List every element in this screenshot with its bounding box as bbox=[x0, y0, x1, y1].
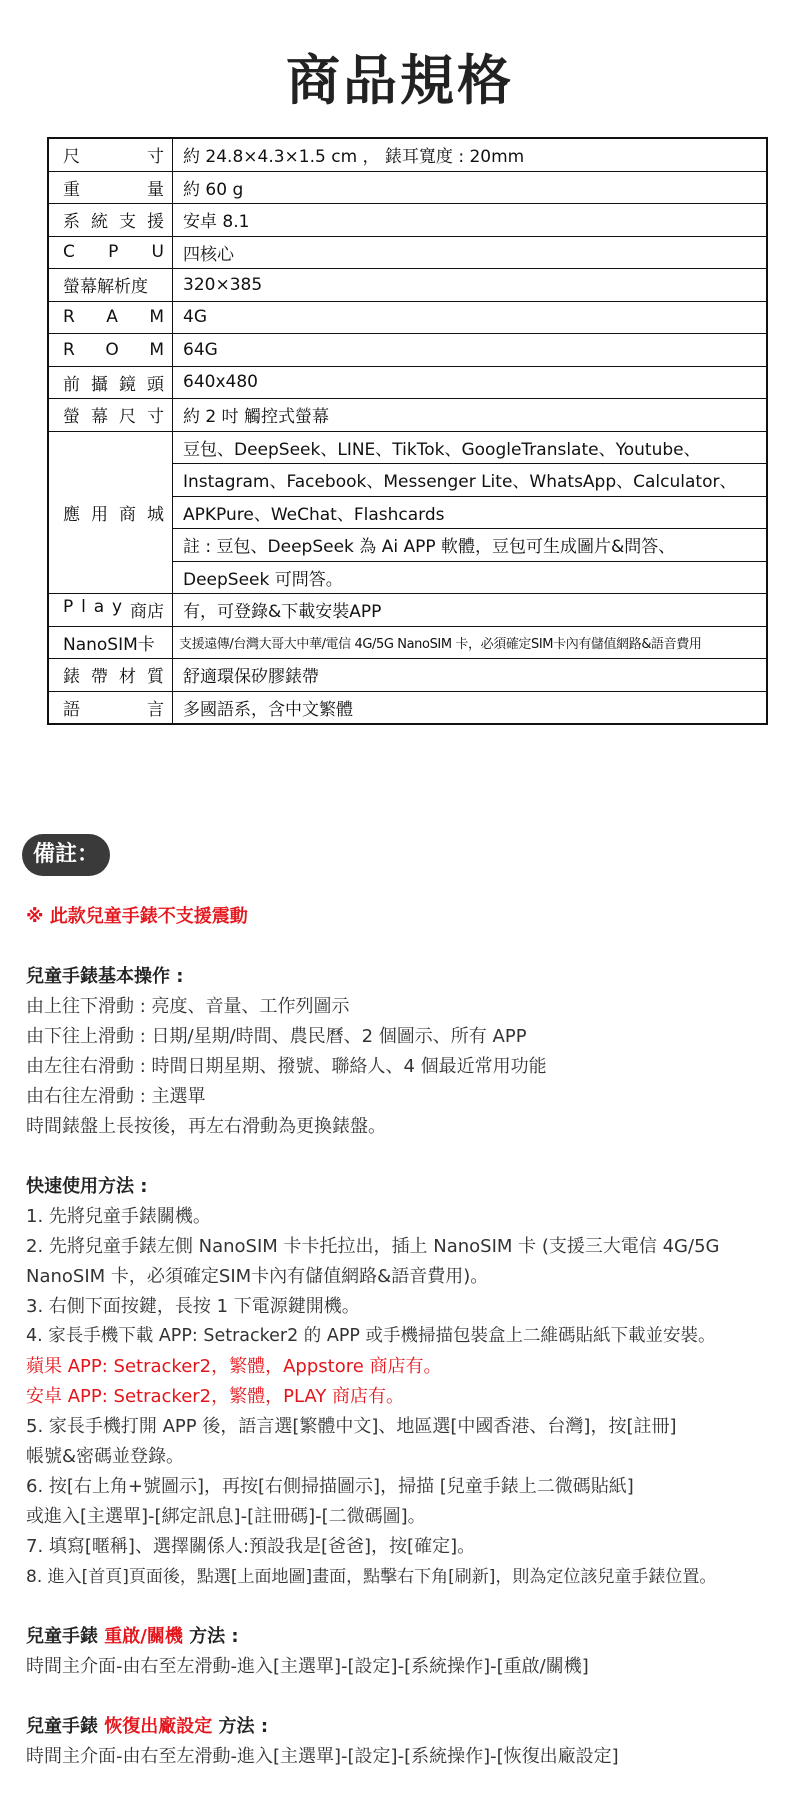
quick-line: 1. 先將兒童手錶關機。 bbox=[26, 1206, 211, 1227]
table-row bbox=[48, 366, 767, 399]
spec-label: 前 攝 鏡 頭 bbox=[48, 366, 173, 399]
reset-heading-pre: 兒童手錶 bbox=[26, 1716, 105, 1737]
spec-label: 應 用 商 城 bbox=[48, 431, 173, 594]
spec-label: 語 言 bbox=[48, 691, 173, 724]
spec-value: 約 2 吋 觸控式螢幕 bbox=[173, 399, 768, 432]
spec-label: 螢幕解析度 bbox=[48, 269, 173, 302]
table-row bbox=[48, 399, 767, 432]
reset-heading-post: 方法 : bbox=[212, 1716, 269, 1737]
spec-value: 64G bbox=[173, 334, 768, 367]
quick-line: 8. 進入[首頁]頁面後，點選[上面地圖]畫面，點擊右下角[刷新]，則為定位該兒童手錶位置。 bbox=[26, 1567, 717, 1587]
restart-heading-post: 方法 : bbox=[182, 1626, 239, 1647]
note-badge: 備註： bbox=[22, 834, 110, 876]
quick-line: NanoSIM 卡，必須確定SIM卡內有儲值網路&語音費用)。 bbox=[26, 1266, 489, 1287]
table-row bbox=[48, 301, 767, 334]
spec-label: R O M bbox=[48, 334, 173, 367]
basic-line: 時間錶盤上長按後，再左右滑動為更換錶盤。 bbox=[26, 1116, 386, 1137]
spec-label: 螢 幕 尺 寸 bbox=[48, 399, 173, 432]
warning-text: ※ 此款兒童手錶不支援震動 bbox=[26, 906, 248, 927]
quick-line: 7. 填寫[暱稱]、選擇關係人:預設我是[爸爸]，按[確定]。 bbox=[26, 1536, 476, 1557]
reset-heading-red: 恢復出廠設定 bbox=[104, 1716, 213, 1737]
page-title: 商品規格 bbox=[286, 49, 514, 112]
spec-label: NanoSIM卡 bbox=[48, 626, 173, 659]
basic-heading: 兒童手錶基本操作 : bbox=[26, 966, 184, 987]
quick-line: 或進入[主選單]-[綁定訊息]-[註冊碼]-[二微碼圖]。 bbox=[26, 1506, 426, 1527]
table-row bbox=[48, 334, 767, 367]
table-row bbox=[48, 236, 767, 269]
quick-line: 6. 按[右上角+號圖示]，再按[右側掃描圖示]，掃描 [兒童手錶上二微碼貼紙] bbox=[26, 1476, 634, 1497]
spec-label: R A M bbox=[48, 301, 173, 334]
quick-line: 4. 家長手機下載 APP: Setracker2 的 APP 或手機掃描包裝盒上二維碼貼紙下載並安裝。 bbox=[26, 1326, 716, 1346]
spec-value: 支援遠傳/台灣大哥大中華/電信 4G/5G NanoSIM 卡，必須確定SIM卡內有儲值網路&語音費用 bbox=[173, 626, 768, 659]
quick-line: 2. 先將兒童手錶左側 NanoSIM 卡卡托拉出，插上 NanoSIM 卡 (支援三大電信 4G/5G bbox=[26, 1236, 720, 1257]
android-app-line: 安卓 APP: Setracker2，繁體，PLAY 商店有。 bbox=[26, 1386, 405, 1407]
table-row bbox=[48, 431, 767, 464]
restart-heading bbox=[26, 1622, 239, 1648]
spec-value: 約 24.8×4.3×1.5 cm ， 錶耳寬度 : 20mm bbox=[173, 138, 768, 171]
app-store-line: 豆包、DeepSeek、LINE、TikTok、GoogleTranslate、Youtube、 bbox=[173, 431, 768, 464]
restart-line: 時間主介面-由右至左滑動-進入[主選單]-[設定]-[系統操作]-[重啟/關機] bbox=[26, 1656, 589, 1677]
spec-value: 640x480 bbox=[173, 366, 768, 399]
app-store-line: Instagram、Facebook、Messenger Lite、WhatsApp、Calculator、 bbox=[173, 464, 768, 497]
app-store-line: 註 : 豆包、DeepSeek 為 Ai APP 軟體，豆包可生成圖片&問答、 bbox=[173, 529, 768, 562]
quick-line: 帳號&密碼並登錄。 bbox=[26, 1446, 185, 1467]
quick-heading: 快速使用方法 : bbox=[26, 1176, 148, 1197]
quick-line: 5. 家長手機打開 APP 後，語言選[繁體中文]、地區選[中國香港、台灣]，按[註冊] bbox=[26, 1416, 677, 1437]
app-store-line: DeepSeek 可問答。 bbox=[173, 561, 768, 594]
table-row bbox=[48, 659, 767, 692]
table-row bbox=[48, 626, 767, 659]
app-store-line: APKPure、WeChat、Flashcards bbox=[173, 496, 768, 529]
table-row bbox=[48, 691, 767, 724]
spec-label: 重 量 bbox=[48, 171, 173, 204]
spec-label: 系 統 支 援 bbox=[48, 204, 173, 237]
spec-value: 320×385 bbox=[173, 269, 768, 302]
spec-label: P l a y 商店 bbox=[48, 594, 173, 627]
spec-value: 有，可登錄&下載安裝APP bbox=[173, 594, 768, 627]
basic-line: 由右往左滑動 : 主選單 bbox=[26, 1086, 206, 1107]
basic-line: 由左往右滑動 : 時間日期星期、撥號、聯絡人、4 個最近常用功能 bbox=[26, 1056, 547, 1077]
basic-line: 由下往上滑動 : 日期/星期/時間、農民曆、2 個圖示、所有 APP bbox=[26, 1026, 527, 1047]
spec-label: C P U bbox=[48, 236, 173, 269]
reset-heading bbox=[26, 1712, 268, 1738]
table-row bbox=[48, 138, 767, 171]
spec-value: 舒適環保矽膠錶帶 bbox=[173, 659, 768, 692]
spec-value: 安卓 8.1 bbox=[173, 204, 768, 237]
apple-app-line: 蘋果 APP: Setracker2，繁體，Appstore 商店有。 bbox=[26, 1356, 442, 1377]
reset-line: 時間主介面-由右至左滑動-進入[主選單]-[設定]-[系統操作]-[恢復出廠設定] bbox=[26, 1746, 619, 1767]
restart-heading-pre: 兒童手錶 bbox=[26, 1626, 105, 1647]
spec-label: 尺 寸 bbox=[48, 138, 173, 171]
spec-value: 約 60 g bbox=[173, 171, 768, 204]
spec-table bbox=[47, 137, 768, 725]
table-row bbox=[48, 204, 767, 237]
spec-label: 錶 帶 材 質 bbox=[48, 659, 173, 692]
table-row bbox=[48, 269, 767, 302]
basic-line: 由上往下滑動 : 亮度、音量、工作列圖示 bbox=[26, 996, 350, 1017]
table-row bbox=[48, 171, 767, 204]
spec-value: 四核心 bbox=[173, 236, 768, 269]
spec-value: 多國語系，含中文繁體 bbox=[173, 691, 768, 724]
spec-value: 4G bbox=[173, 301, 768, 334]
restart-heading-red: 重啟/關機 bbox=[104, 1626, 183, 1647]
table-row bbox=[48, 594, 767, 627]
quick-line: 3. 右側下面按鍵，長按 1 下電源鍵開機。 bbox=[26, 1296, 360, 1317]
